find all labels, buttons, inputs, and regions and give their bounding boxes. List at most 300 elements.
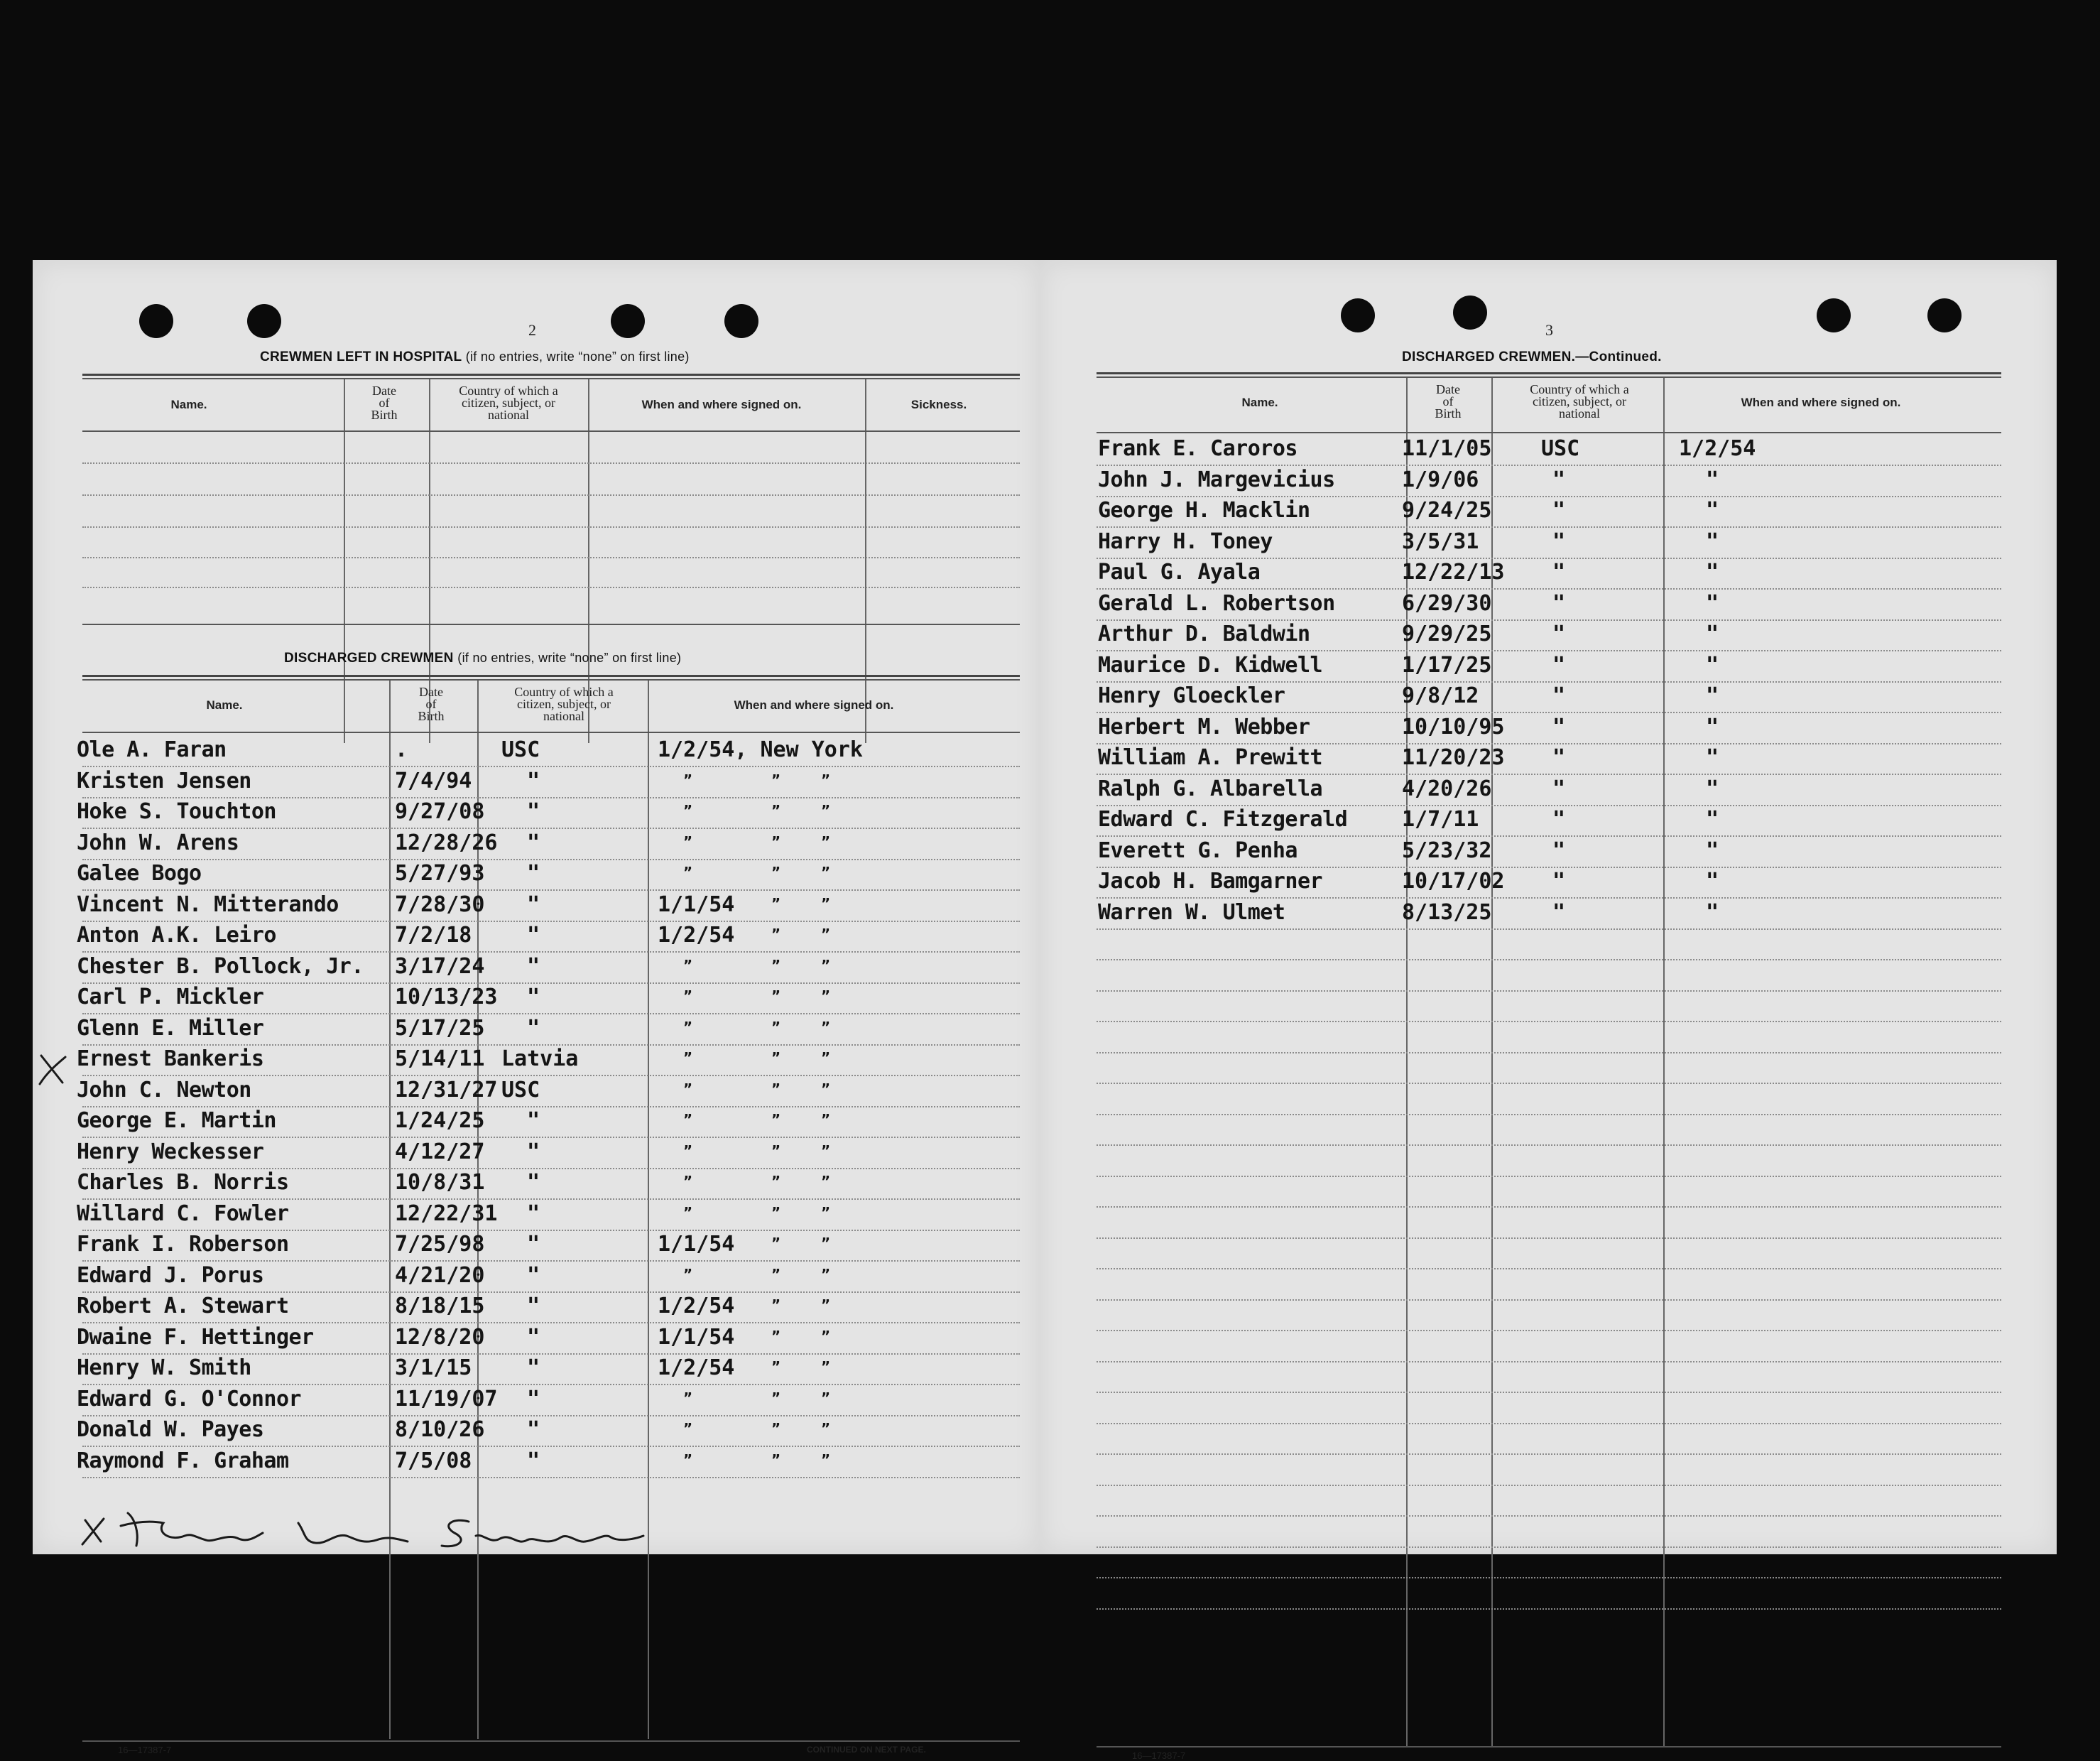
country: " bbox=[527, 1201, 540, 1226]
blank-row-rule bbox=[1097, 1052, 2001, 1053]
crewman-name: Carl P. Mickler bbox=[77, 985, 264, 1009]
row-rule bbox=[82, 1384, 1020, 1385]
country: " bbox=[1552, 838, 1566, 863]
ditto-mark: ” bbox=[771, 1265, 781, 1283]
form-number: 16—17387-7 bbox=[1132, 1750, 1186, 1761]
crewman-name: Willard C. Fowler bbox=[77, 1201, 289, 1226]
crewman-name: Ole A. Faran bbox=[77, 737, 227, 762]
row-rule bbox=[1097, 496, 2001, 497]
ditto-mark: ” bbox=[771, 956, 781, 974]
hospital-col-name: Name. bbox=[170, 398, 207, 411]
continued-note: CONTINUED ON NEXT PAGE. bbox=[807, 1745, 926, 1755]
crewman-name: Kristen Jensen bbox=[77, 768, 251, 793]
crewman-name: Galee Bogo bbox=[77, 861, 202, 886]
signed-on: 1/2/54, New York bbox=[658, 737, 863, 762]
ditto-mark: ” bbox=[771, 802, 781, 819]
country: " bbox=[527, 892, 540, 917]
date-of-birth: 1/24/25 bbox=[395, 1108, 485, 1133]
row-rule bbox=[82, 797, 1020, 798]
row-rule bbox=[82, 1013, 1020, 1014]
crewman-name: Arthur D. Baldwin bbox=[1098, 622, 1310, 646]
ditto-mark: ” bbox=[821, 1265, 831, 1283]
country: " bbox=[527, 1108, 540, 1133]
country: " bbox=[1552, 467, 1566, 492]
country: " bbox=[527, 1386, 540, 1411]
ditto-mark: ” bbox=[683, 1142, 693, 1159]
blank-row-rule bbox=[1097, 1453, 2001, 1455]
crewman-name: Edward G. O'Connor bbox=[77, 1386, 302, 1411]
date-of-birth: 3/5/31 bbox=[1402, 529, 1479, 554]
hospital-blank-row bbox=[82, 587, 1020, 588]
date-of-birth: 11/1/05 bbox=[1402, 436, 1492, 461]
crewman-name: Henry Weckesser bbox=[77, 1139, 264, 1164]
form-number: 16—17387-7 bbox=[118, 1745, 172, 1755]
row-rule bbox=[82, 1230, 1020, 1231]
crewman-name: Raymond F. Graham bbox=[77, 1448, 289, 1473]
ditto-mark: ” bbox=[771, 1203, 781, 1221]
country: " bbox=[1552, 590, 1566, 616]
blank-row-rule bbox=[1097, 1268, 2001, 1269]
signed-on: 1/2/54 bbox=[1679, 436, 1756, 461]
row-rule bbox=[1097, 465, 2001, 466]
ditto-mark: ” bbox=[683, 802, 693, 819]
country: " bbox=[1552, 714, 1566, 739]
signed-on: " bbox=[1706, 899, 1719, 925]
ditto-mark: ” bbox=[821, 926, 831, 943]
crewman-name: Glenn E. Miller bbox=[77, 1015, 264, 1041]
punch-hole bbox=[139, 304, 173, 338]
row-rule bbox=[1097, 650, 2001, 651]
blank-row-rule bbox=[1097, 1608, 2001, 1610]
date-of-birth: 5/17/25 bbox=[395, 1015, 485, 1041]
row-rule bbox=[82, 766, 1020, 767]
blank-row-rule bbox=[1097, 1299, 2001, 1301]
date-of-birth: 7/25/98 bbox=[395, 1232, 485, 1257]
discharged-top-rule bbox=[82, 679, 1020, 681]
right-header-rule bbox=[1097, 432, 2001, 433]
date-of-birth: 12/31/27 bbox=[395, 1077, 498, 1102]
country: " bbox=[527, 1262, 540, 1288]
ditto-mark: ” bbox=[821, 1080, 831, 1098]
row-rule bbox=[1097, 835, 2001, 837]
discharged-top-rule bbox=[82, 675, 1020, 677]
country: " bbox=[527, 1139, 540, 1164]
hospital-col-sickness: Sickness. bbox=[910, 398, 967, 411]
discharged-col-name: Name. bbox=[206, 698, 243, 712]
ditto-mark: ” bbox=[683, 956, 693, 974]
crewman-name: Vincent N. Mitterando bbox=[77, 892, 339, 917]
date-of-birth: 9/8/12 bbox=[1402, 683, 1479, 708]
date-of-birth: 6/29/30 bbox=[1402, 590, 1492, 616]
hospital-blank-row bbox=[82, 557, 1020, 558]
discharged-col-signed: When and where signed on. bbox=[734, 698, 894, 712]
crewman-name: George E. Martin bbox=[77, 1108, 276, 1133]
date-of-birth: 12/8/20 bbox=[395, 1324, 485, 1350]
country: " bbox=[1552, 622, 1566, 646]
crewman-name: Donald W. Payes bbox=[77, 1417, 264, 1442]
country: USC bbox=[1541, 436, 1580, 461]
ditto-mark: ” bbox=[821, 1389, 831, 1407]
ditto-mark: ” bbox=[771, 987, 781, 1004]
blank-row-rule bbox=[1097, 1423, 2001, 1424]
crewman-name: William A. Prewitt bbox=[1098, 745, 1323, 770]
row-rule bbox=[1097, 526, 2001, 528]
crewman-name: Edward C. Fitzgerald bbox=[1098, 807, 1348, 832]
ditto-mark: ” bbox=[683, 1265, 693, 1283]
country: " bbox=[527, 923, 540, 948]
date-of-birth: 4/21/20 bbox=[395, 1262, 485, 1288]
signed-on: 1/1/54 bbox=[658, 892, 735, 917]
ditto-mark: ” bbox=[771, 926, 781, 943]
signed-on: 1/1/54 bbox=[658, 1324, 735, 1350]
crewman-name: Paul G. Ayala bbox=[1098, 560, 1261, 585]
blank-row-rule bbox=[1097, 1485, 2001, 1486]
ditto-mark: ” bbox=[771, 1420, 781, 1437]
signed-on: " bbox=[1706, 776, 1719, 801]
crewman-name: Charles B. Norris bbox=[77, 1170, 289, 1195]
date-of-birth: 10/17/02 bbox=[1402, 869, 1505, 894]
blank-row-rule bbox=[1097, 1083, 2001, 1084]
country: " bbox=[527, 1170, 540, 1195]
signed-on: " bbox=[1706, 652, 1719, 678]
ditto-mark: ” bbox=[771, 771, 781, 789]
hospital-col-country: Country of which a citizen, subject, or national bbox=[459, 384, 558, 422]
crewman-name: Harry H. Toney bbox=[1098, 529, 1273, 554]
hospital-top-rule bbox=[82, 378, 1020, 379]
row-rule bbox=[1097, 867, 2001, 868]
country: " bbox=[527, 1232, 540, 1257]
date-of-birth: 4/20/26 bbox=[1402, 776, 1492, 801]
discharged-divider bbox=[648, 681, 649, 1739]
hospital-header-rule bbox=[82, 430, 1020, 432]
hospital-section-title: CREWMEN LEFT IN HOSPITAL (if no entries, write “none” on first line) bbox=[260, 350, 690, 364]
row-rule bbox=[1097, 774, 2001, 775]
blank-row-rule bbox=[1097, 1021, 2001, 1022]
ditto-mark: ” bbox=[771, 1235, 781, 1252]
row-rule bbox=[82, 1477, 1020, 1478]
signed-on: " bbox=[1706, 560, 1719, 585]
blank-row-rule bbox=[1097, 1237, 2001, 1239]
blank-row-rule bbox=[1097, 959, 2001, 960]
row-rule bbox=[82, 1322, 1020, 1323]
row-rule bbox=[82, 1446, 1020, 1447]
country: " bbox=[527, 768, 540, 793]
country: " bbox=[1552, 776, 1566, 801]
right-top-rule bbox=[1097, 372, 2001, 374]
row-rule bbox=[82, 889, 1020, 891]
crewman-name: Maurice D. Kidwell bbox=[1098, 652, 1323, 678]
ditto-mark: ” bbox=[771, 1327, 781, 1345]
country: " bbox=[1552, 745, 1566, 770]
row-rule bbox=[1097, 928, 2001, 930]
discharged-col-country: Country of which a citizen, subject, or national bbox=[514, 685, 614, 723]
punch-hole bbox=[1453, 296, 1487, 330]
date-of-birth: 12/28/26 bbox=[395, 830, 498, 855]
hospital-col-dob: Date of Birth bbox=[371, 384, 398, 422]
handwritten-note-signature bbox=[71, 1505, 710, 1554]
blank-row-rule bbox=[1097, 990, 2001, 992]
ditto-mark: ” bbox=[821, 956, 831, 974]
punch-hole bbox=[1927, 298, 1962, 332]
blank-row-rule bbox=[1097, 1206, 2001, 1208]
ditto-mark: ” bbox=[771, 1142, 781, 1159]
blank-row-rule bbox=[1097, 1361, 2001, 1362]
signed-on: 1/2/54 bbox=[658, 1355, 735, 1380]
signed-on: 1/1/54 bbox=[658, 1232, 735, 1257]
right-page bbox=[1040, 260, 2057, 1761]
date-of-birth: 7/4/94 bbox=[395, 768, 472, 793]
signed-on: " bbox=[1706, 498, 1719, 523]
right-col-signed: When and where signed on. bbox=[1741, 396, 1901, 409]
date-of-birth: 5/23/32 bbox=[1402, 838, 1492, 863]
row-rule bbox=[82, 1137, 1020, 1138]
blank-row-rule bbox=[1097, 1176, 2001, 1177]
row-rule bbox=[82, 1075, 1020, 1076]
right-bottom-rule bbox=[1097, 1746, 2001, 1748]
page-number: 2 bbox=[528, 321, 536, 339]
ditto-mark: ” bbox=[821, 1173, 831, 1190]
date-of-birth: 9/29/25 bbox=[1402, 622, 1492, 646]
row-rule bbox=[1097, 805, 2001, 806]
country: " bbox=[527, 1324, 540, 1350]
row-rule bbox=[82, 1260, 1020, 1262]
row-rule bbox=[1097, 897, 2001, 899]
row-rule bbox=[1097, 743, 2001, 744]
date-of-birth: 11/20/23 bbox=[1402, 745, 1505, 770]
country: " bbox=[527, 1355, 540, 1380]
ditto-mark: ” bbox=[821, 1142, 831, 1159]
blank-row-rule bbox=[1097, 1392, 2001, 1393]
ditto-mark: ” bbox=[771, 1080, 781, 1098]
row-rule bbox=[82, 828, 1020, 829]
signed-on: " bbox=[1706, 467, 1719, 492]
row-rule bbox=[82, 951, 1020, 953]
hospital-blank-row bbox=[82, 494, 1020, 496]
country: " bbox=[527, 1294, 540, 1318]
date-of-birth: 10/8/31 bbox=[395, 1170, 485, 1195]
country: Latvia bbox=[501, 1046, 579, 1071]
date-of-birth: 5/14/11 bbox=[395, 1046, 485, 1071]
crewman-name: Frank I. Roberson bbox=[77, 1232, 289, 1257]
ditto-mark: ” bbox=[821, 894, 831, 912]
crewman-name: Robert A. Stewart bbox=[77, 1294, 289, 1318]
crewman-name: Ralph G. Albarella bbox=[1098, 776, 1323, 801]
discharged-continued-title: DISCHARGED CREWMEN.—Continued. bbox=[1402, 350, 1662, 364]
date-of-birth: 12/22/13 bbox=[1402, 560, 1505, 585]
punch-hole bbox=[247, 304, 281, 338]
signed-on: " bbox=[1706, 807, 1719, 832]
ditto-mark: ” bbox=[821, 1203, 831, 1221]
date-of-birth: 8/10/26 bbox=[395, 1417, 485, 1442]
date-of-birth: 1/17/25 bbox=[1402, 652, 1492, 678]
ditto-mark: ” bbox=[771, 1018, 781, 1036]
row-rule bbox=[82, 1168, 1020, 1169]
country: " bbox=[527, 953, 540, 979]
blank-row-rule bbox=[1097, 1144, 2001, 1146]
signed-on: 1/2/54 bbox=[658, 1294, 735, 1318]
row-rule bbox=[82, 1415, 1020, 1416]
country: " bbox=[1552, 683, 1566, 708]
crewman-name: Henry Gloeckler bbox=[1098, 683, 1285, 708]
discharged-header-rule bbox=[82, 732, 1020, 733]
country: " bbox=[527, 1448, 540, 1473]
ditto-mark: ” bbox=[683, 771, 693, 789]
date-of-birth: 7/2/18 bbox=[395, 923, 472, 948]
blank-row-rule bbox=[1097, 1577, 2001, 1578]
ditto-mark: ” bbox=[771, 1049, 781, 1066]
signed-on: 1/2/54 bbox=[658, 923, 735, 948]
country: " bbox=[527, 799, 540, 824]
date-of-birth: 8/13/25 bbox=[1402, 899, 1492, 925]
right-col-dob: Date of Birth bbox=[1435, 382, 1462, 421]
row-rule bbox=[1097, 588, 2001, 590]
ditto-mark: ” bbox=[821, 1451, 831, 1468]
date-of-birth: 4/12/27 bbox=[395, 1139, 485, 1164]
hospital-divider bbox=[865, 379, 866, 743]
crewman-name: Dwaine F. Hettinger bbox=[77, 1324, 314, 1350]
country: " bbox=[1552, 899, 1566, 925]
ditto-mark: ” bbox=[683, 1451, 693, 1468]
row-rule bbox=[1097, 712, 2001, 713]
blank-row-rule bbox=[1097, 1330, 2001, 1331]
blank-row-rule bbox=[1097, 1515, 2001, 1517]
blank-row-rule bbox=[1097, 1546, 2001, 1548]
ditto-mark: ” bbox=[821, 1420, 831, 1437]
crewman-name: Henry W. Smith bbox=[77, 1355, 251, 1380]
hospital-divider bbox=[344, 379, 345, 743]
crewman-name: Edward J. Porus bbox=[77, 1262, 264, 1288]
ditto-mark: ” bbox=[771, 1358, 781, 1375]
ditto-mark: ” bbox=[683, 1173, 693, 1190]
ditto-mark: ” bbox=[683, 1018, 693, 1036]
handwritten-x-mark bbox=[37, 1051, 70, 1087]
ditto-mark: ” bbox=[771, 1389, 781, 1407]
crewman-name: George H. Macklin bbox=[1098, 498, 1310, 523]
ditto-mark: ” bbox=[821, 1296, 831, 1313]
crewman-name: Warren W. Ulmet bbox=[1098, 899, 1285, 925]
ditto-mark: ” bbox=[821, 771, 831, 789]
ditto-mark: ” bbox=[683, 1203, 693, 1221]
row-rule bbox=[82, 1106, 1020, 1107]
ditto-mark: ” bbox=[771, 1451, 781, 1468]
crewman-name: John W. Arens bbox=[77, 830, 239, 855]
crewman-name: Ernest Bankeris bbox=[77, 1046, 264, 1071]
hospital-blank-row bbox=[82, 526, 1020, 528]
right-top-rule bbox=[1097, 376, 2001, 378]
date-of-birth: 11/19/07 bbox=[395, 1386, 498, 1411]
row-rule bbox=[1097, 558, 2001, 559]
signed-on: " bbox=[1706, 714, 1719, 739]
ditto-mark: ” bbox=[771, 1296, 781, 1313]
left-page bbox=[33, 260, 1040, 1755]
date-of-birth: 8/18/15 bbox=[395, 1294, 485, 1318]
country: " bbox=[1552, 869, 1566, 894]
crewman-name: Jacob H. Bamgarner bbox=[1098, 869, 1323, 894]
date-of-birth: 1/9/06 bbox=[1402, 467, 1479, 492]
country: " bbox=[1552, 498, 1566, 523]
punch-hole bbox=[1341, 298, 1375, 332]
punch-hole bbox=[611, 304, 645, 338]
crewman-name: Hoke S. Touchton bbox=[77, 799, 276, 824]
row-rule bbox=[82, 1198, 1020, 1200]
row-rule bbox=[1097, 681, 2001, 683]
ditto-mark: ” bbox=[771, 833, 781, 850]
hospital-col-signed: When and where signed on. bbox=[641, 398, 802, 411]
discharged-col-dob: Date of Birth bbox=[418, 685, 445, 723]
crewman-name: Everett G. Penha bbox=[1098, 838, 1297, 863]
country: " bbox=[527, 1417, 540, 1442]
row-rule bbox=[82, 921, 1020, 922]
signed-on: " bbox=[1706, 590, 1719, 616]
row-rule bbox=[82, 1291, 1020, 1293]
hospital-bottom-rule bbox=[82, 624, 1020, 625]
crewman-name: John C. Newton bbox=[77, 1077, 251, 1102]
crewman-name: Herbert M. Webber bbox=[1098, 714, 1310, 739]
signed-on: " bbox=[1706, 683, 1719, 708]
page-number: 3 bbox=[1545, 321, 1553, 339]
row-rule bbox=[1097, 619, 2001, 621]
ditto-mark: ” bbox=[821, 987, 831, 1004]
crewman-name: Gerald L. Robertson bbox=[1098, 590, 1335, 616]
signed-on: " bbox=[1706, 869, 1719, 894]
ditto-mark: ” bbox=[683, 1049, 693, 1066]
date-of-birth: 9/27/08 bbox=[395, 799, 485, 824]
crewman-name: John J. Margevicius bbox=[1098, 467, 1335, 492]
ditto-mark: ” bbox=[821, 1235, 831, 1252]
country: USC bbox=[501, 737, 540, 762]
punch-hole bbox=[724, 304, 758, 338]
ditto-mark: ” bbox=[683, 833, 693, 850]
ditto-mark: ” bbox=[683, 864, 693, 881]
country: " bbox=[527, 985, 540, 1009]
date-of-birth: 9/24/25 bbox=[1402, 498, 1492, 523]
ditto-mark: ” bbox=[771, 1173, 781, 1190]
crewman-name: Anton A.K. Leiro bbox=[77, 923, 276, 948]
signed-on: " bbox=[1706, 529, 1719, 554]
ditto-mark: ” bbox=[771, 864, 781, 881]
country: " bbox=[1552, 529, 1566, 554]
hospital-blank-row bbox=[82, 462, 1020, 464]
ditto-mark: ” bbox=[821, 833, 831, 850]
signed-on: " bbox=[1706, 838, 1719, 863]
hospital-top-rule bbox=[82, 374, 1020, 376]
country: " bbox=[1552, 807, 1566, 832]
country: " bbox=[527, 1015, 540, 1041]
date-of-birth: 7/28/30 bbox=[395, 892, 485, 917]
right-divider bbox=[1663, 378, 1665, 1746]
ditto-mark: ” bbox=[683, 1080, 693, 1098]
date-of-birth: 7/5/08 bbox=[395, 1448, 472, 1473]
right-col-country: Country of which a citizen, subject, or national bbox=[1530, 382, 1629, 421]
country: USC bbox=[501, 1077, 540, 1102]
country: " bbox=[527, 830, 540, 855]
date-of-birth: 10/10/95 bbox=[1402, 714, 1505, 739]
country: " bbox=[1552, 560, 1566, 585]
ditto-mark: ” bbox=[821, 1111, 831, 1128]
discharged-section-title: DISCHARGED CREWMEN (if no entries, write “none” on first line) bbox=[284, 651, 682, 666]
date-of-birth: 10/13/23 bbox=[395, 985, 498, 1009]
row-rule bbox=[82, 982, 1020, 984]
country: " bbox=[1552, 652, 1566, 678]
ditto-mark: ” bbox=[683, 987, 693, 1004]
date-of-birth: 5/27/93 bbox=[395, 861, 485, 886]
ditto-mark: ” bbox=[821, 1018, 831, 1036]
ditto-mark: ” bbox=[683, 1420, 693, 1437]
row-rule bbox=[82, 1353, 1020, 1355]
crewman-name: Frank E. Caroros bbox=[1098, 436, 1297, 461]
signed-on: " bbox=[1706, 622, 1719, 646]
ditto-mark: ” bbox=[683, 1111, 693, 1128]
